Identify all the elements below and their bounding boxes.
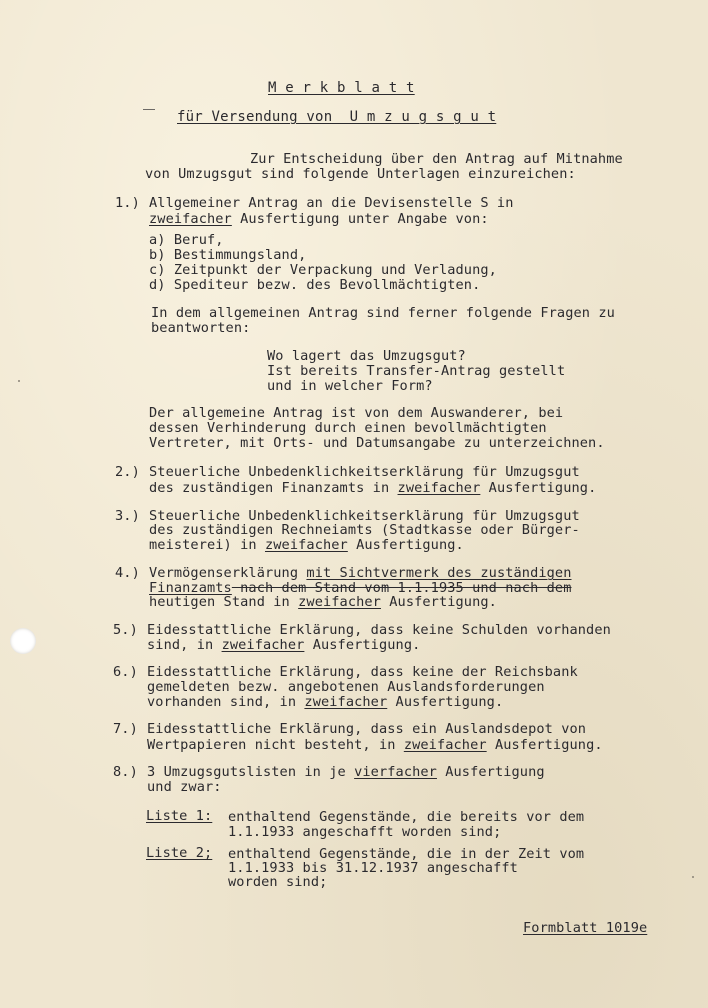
item-number: 4.) bbox=[115, 565, 140, 581]
item3-line-3: meisterei) in zweifacher Ausfertigung. bbox=[149, 537, 464, 553]
punch-hole bbox=[10, 628, 36, 654]
emphasis-text: zweifacher bbox=[221, 637, 305, 653]
emphasis-text: Finanzamts bbox=[149, 580, 232, 596]
paper-speck bbox=[692, 876, 694, 878]
item1-closing-2: dessen Verhinderung durch einen bevollmächtigten bbox=[149, 420, 547, 436]
item1-line-2: zweifacher Ausfertigung unter Angabe von: bbox=[149, 211, 489, 227]
item8-line-1: 3 Umzugsgutslisten in je vierfacher Ausfertigung bbox=[147, 764, 545, 780]
item5-line-2: sind, in zweifacher Ausfertigung. bbox=[147, 637, 421, 653]
paper-speck bbox=[18, 380, 20, 382]
item-number: 5.) bbox=[113, 622, 138, 638]
form-number: Formblatt 1019e bbox=[523, 920, 648, 936]
item1-sub-c: c) Zeitpunkt der Verpackung und Verladung, bbox=[149, 262, 497, 278]
emphasis-text: zweifacher bbox=[403, 737, 487, 753]
item-number: 3.) bbox=[115, 508, 140, 524]
item3-line-1: Steuerliche Unbedenklichkeitserklärung für Umzugsgut bbox=[149, 508, 580, 524]
item1-question-1: Wo lagert das Umzugsgut? bbox=[267, 348, 466, 364]
intro-line-2: von Umzugsgut sind folgende Unterlagen einzureichen: bbox=[145, 166, 576, 182]
list-1-line-1: enthaltend Gegenstände, die bereits vor dem bbox=[228, 809, 585, 825]
item1-para-2: beantworten: bbox=[151, 320, 251, 336]
emphasis-text: zweifacher bbox=[304, 694, 388, 710]
document-title: M e r k b l a t t bbox=[268, 80, 415, 96]
list-2-label: Liste 2; bbox=[146, 845, 213, 861]
item1-sub-b: b) Bestimmungsland, bbox=[149, 247, 307, 263]
item6-line-2: gemeldeten bezw. angebotenen Auslandsforderungen bbox=[147, 679, 545, 695]
item2-line-2: des zuständigen Finanzamts in zweifacher Ausfertigung. bbox=[149, 480, 597, 496]
item1-question-2: Ist bereits Transfer-Antrag gestellt bbox=[267, 363, 566, 379]
item-number: 8.) bbox=[113, 764, 138, 780]
item1-sub-a: a) Beruf, bbox=[149, 232, 224, 248]
list-2-line-2: 1.1.1933 bis 31.12.1937 angeschafft bbox=[228, 860, 518, 876]
item4-line-3: heutigen Stand in zweifacher Ausfertigung. bbox=[149, 594, 497, 610]
item6-line-1: Eidesstattliche Erklärung, dass keine der Reichsbank bbox=[147, 664, 578, 680]
item1-sub-d: d) Spediteur bezw. des Bevollmächtigten. bbox=[149, 277, 481, 293]
item8-line-2: und zwar: bbox=[147, 779, 222, 795]
item7-line-1: Eidesstattliche Erklärung, dass ein Auslandsdepot von bbox=[147, 721, 587, 737]
item-number: 1.) bbox=[115, 195, 140, 211]
item7-line-2: Wertpapieren nicht besteht, in zweifacher Ausfertigung. bbox=[147, 737, 603, 753]
emphasis-text: vierfacher bbox=[354, 764, 437, 780]
item-number: 2.) bbox=[115, 464, 140, 480]
pencil-mark bbox=[143, 109, 155, 110]
list-2-line-3: worden sind; bbox=[228, 874, 328, 890]
item1-closing-3: Vertreter, mit Orts- und Datumsangabe zu unterzeichnen. bbox=[149, 435, 605, 451]
item1-question-3: und in welcher Form? bbox=[267, 378, 433, 394]
item-number: 7.) bbox=[113, 721, 138, 737]
list-1-label: Liste 1: bbox=[146, 808, 213, 824]
emphasis-text: zweifacher bbox=[298, 594, 381, 610]
list-1-line-2: 1.1.1933 angeschafft worden sind; bbox=[228, 824, 502, 840]
item1-closing-1: Der allgemeine Antrag ist von dem Auswanderer, bei bbox=[149, 405, 564, 421]
item1-line-1: Allgemeiner Antrag an die Devisenstelle S in bbox=[149, 195, 514, 211]
item2-line-1: Steuerliche Unbedenklichkeitserklärung für Umzugsgut bbox=[149, 464, 580, 480]
intro-line-1: Zur Entscheidung über den Antrag auf Mitnahme bbox=[250, 151, 623, 167]
emphasis-text: mit Sichtvermerk des zuständigen bbox=[306, 565, 572, 581]
item4-line-2: Finanzamts nach dem Stand vom 1.1.1935 und nach dem bbox=[149, 580, 572, 596]
emphasis-text: zweifacher bbox=[149, 211, 232, 227]
emphasis-text: zweifacher bbox=[397, 480, 481, 496]
emphasis-text: zweifacher bbox=[264, 537, 348, 553]
item1-para-1: In dem allgemeinen Antrag sind ferner folgende Fragen zu bbox=[151, 305, 615, 321]
list-2-line-1: enthaltend Gegenstände, die in der Zeit vom bbox=[228, 846, 585, 862]
item-number: 6.) bbox=[113, 664, 138, 680]
item6-line-3: vorhanden sind, in zweifacher Ausfertigung. bbox=[147, 694, 504, 710]
item5-line-1: Eidesstattliche Erklärung, dass keine Schulden vorhanden bbox=[147, 622, 611, 638]
item4-line-1: Vermögenserklärung mit Sichtvermerk des zuständigen bbox=[149, 565, 572, 581]
document-subtitle: für Versendung von U m z u g s g u t bbox=[177, 109, 497, 125]
item3-line-2: des zuständigen Rechneiamts (Stadtkasse oder Bürger- bbox=[149, 522, 580, 538]
